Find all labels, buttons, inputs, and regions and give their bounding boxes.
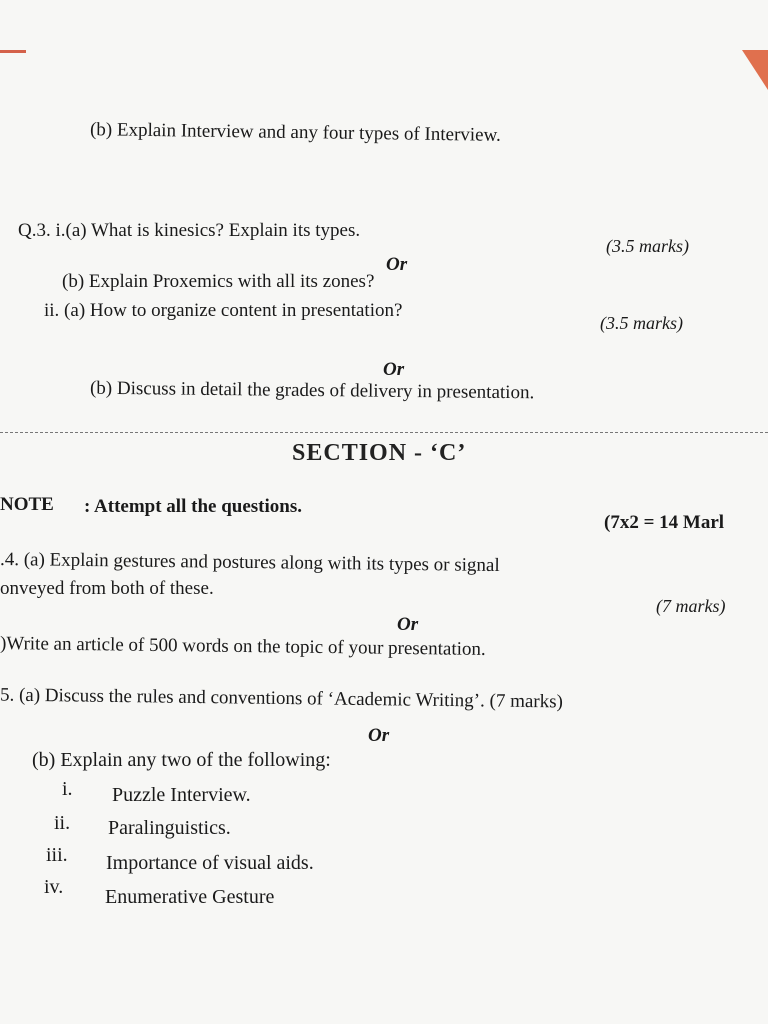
- q3-or-2: Or: [383, 359, 405, 380]
- q4-b: )Write an article of 500 words on the topic of your presentation.: [0, 633, 486, 660]
- red-corner-mark: [742, 50, 768, 90]
- note-text: : Attempt all the questions.: [84, 496, 302, 517]
- note-marks: (7x2 = 14 Marl: [604, 512, 725, 533]
- q4-a-line2: onveyed from both of these.: [0, 578, 214, 599]
- q2-part-b: (b) Explain Interview and any four types of Interview.: [89, 119, 501, 146]
- q3-i-marks: (3.5 marks): [606, 236, 689, 256]
- red-margin-mark: [0, 50, 26, 53]
- q4-marks: (7 marks): [656, 596, 726, 616]
- q5-b: (b) Explain any two of the following:: [32, 749, 331, 771]
- q5-item-num-4: iv.: [44, 876, 64, 898]
- q5-item-text-2: Paralinguistics.: [108, 817, 231, 839]
- section-divider: [0, 432, 768, 433]
- q3-ii-b: (b) Discuss in detail the grades of delivery in presentation.: [89, 377, 535, 404]
- q5-or: Or: [368, 725, 390, 746]
- section-c-title: SECTION - ‘C’: [292, 440, 467, 466]
- q4-a-line1: .4. (a) Explain gestures and postures along with its types or signal: [0, 548, 500, 577]
- q3-ii-marks: (3.5 marks): [600, 313, 683, 333]
- q5-a: 5. (a) Discuss the rules and conventions of ‘Academic Writing’. (7 marks): [0, 684, 564, 713]
- q3-i-a: Q.3. i.(a) What is kinesics? Explain its types.: [18, 220, 361, 241]
- q4-or: Or: [397, 614, 419, 635]
- q5-item-text-4: Enumerative Gesture: [105, 886, 275, 908]
- q5-item-num-1: i.: [62, 778, 73, 800]
- q3-i-b: (b) Explain Proxemics with all its zones?: [62, 271, 375, 292]
- q5-item-text-3: Importance of visual aids.: [106, 852, 314, 874]
- q5-item-num-3: iii.: [46, 844, 68, 866]
- q5-item-num-2: ii.: [54, 812, 71, 834]
- q3-ii-a: ii. (a) How to organize content in presentation?: [44, 300, 403, 321]
- q5-item-text-1: Puzzle Interview.: [112, 784, 251, 806]
- q3-or-1: Or: [386, 254, 408, 275]
- note-label: NOTE: [0, 494, 54, 515]
